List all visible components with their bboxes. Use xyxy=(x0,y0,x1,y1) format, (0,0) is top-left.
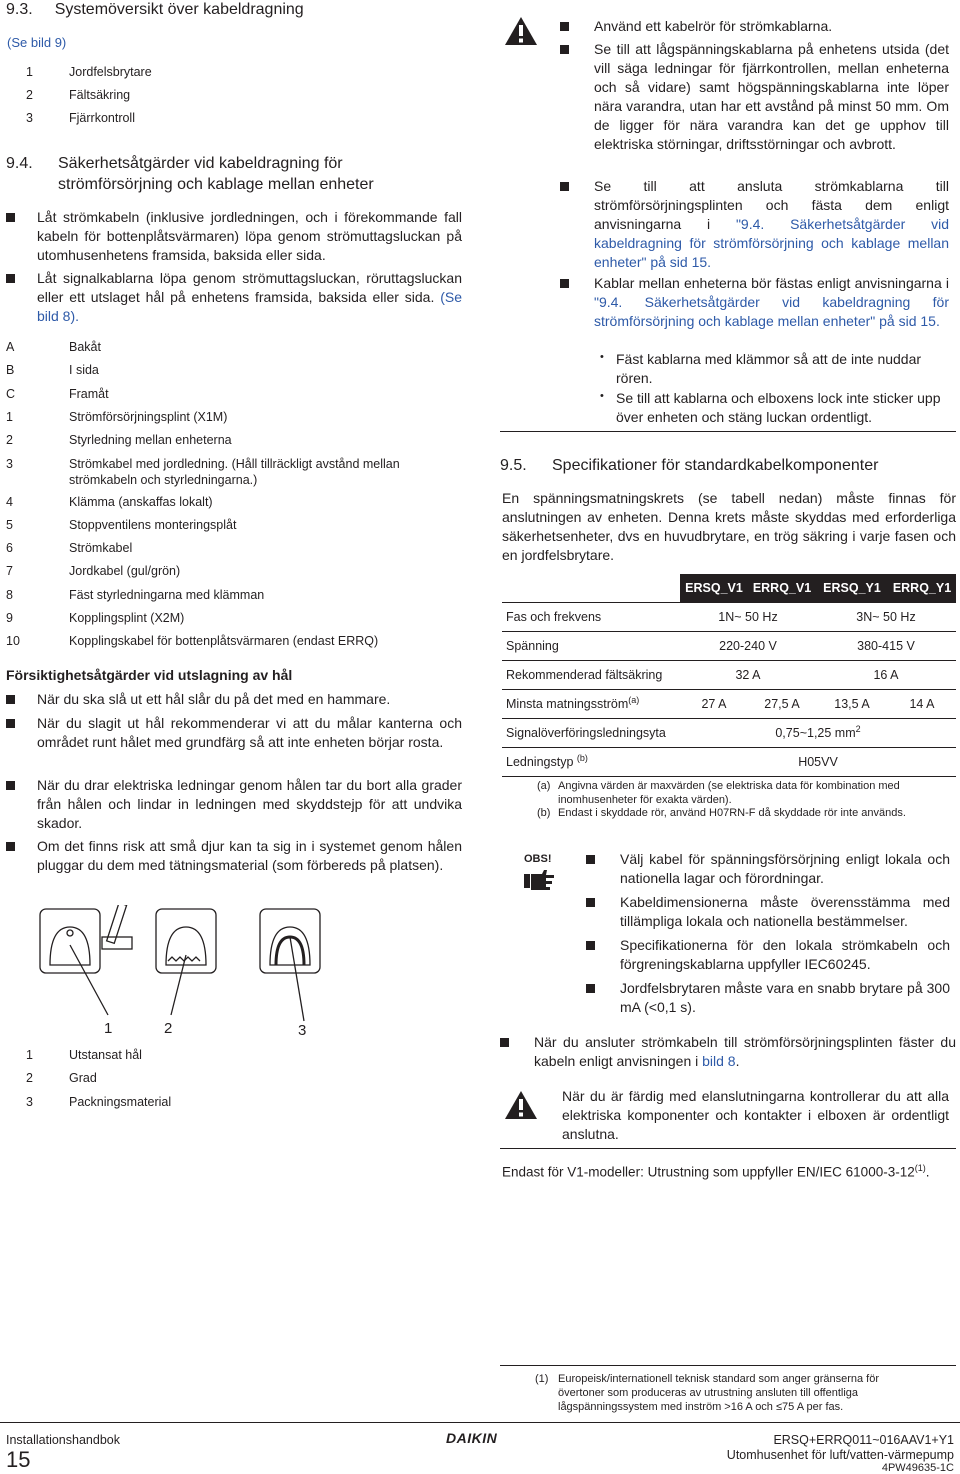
bullet-text: Välj kabel för spänningsförsörjning enligt lokala och nationella lagar och förordningar. xyxy=(620,851,950,886)
table-header: ERSQ_V1 xyxy=(680,574,748,602)
figure-reference[interactable]: bild 8 xyxy=(702,1053,736,1069)
section-9-5-heading xyxy=(500,456,960,475)
section-9-3-heading xyxy=(6,0,466,19)
sub-bullet-marker: • xyxy=(600,351,604,363)
table-header: ERRQ_Y1 xyxy=(888,574,956,602)
bullet-marker xyxy=(6,274,15,283)
table-row: Minsta matningsström$^{(a)}$ 27 A 27,5 A 13,5 A 14 A xyxy=(502,689,956,718)
table-row: Rekommenderad fältsäkring 32 A 16 A xyxy=(502,660,956,689)
footnote-key: (1) xyxy=(535,1373,549,1385)
section-link[interactable]: "9.4. Säkerhetsåtgärder vid kabeldragning för strömförsörjning och kablage mellan enheter" på sid 15. xyxy=(594,216,949,270)
footer-model: ERSQ+ERRQ011~016AAV1+Y1 xyxy=(773,1433,954,1447)
table-row: Spänning 220-240 V 380-415 V xyxy=(502,631,956,660)
warning-text: När du är färdig med elanslutningarna kontrollerar du att alla elektriska komponenter och kontakter i elboxen är ordentligt anslutna. xyxy=(562,1088,949,1142)
divider xyxy=(500,431,956,432)
bullet-text: När du slagit ut hål rekommenderar vi att du målar kanterna och området runt hålet med grundfärg så att inte enheten börjar rosta. xyxy=(37,715,462,750)
bullet-marker xyxy=(586,855,595,864)
bullet-marker xyxy=(6,719,15,728)
hammer-head xyxy=(102,937,132,949)
bullet-marker xyxy=(560,22,569,31)
section-number: 9.5. xyxy=(500,457,527,474)
section-number: 9.3. xyxy=(6,1,33,18)
burr-mark xyxy=(67,930,73,936)
bullet-marker xyxy=(560,45,569,54)
unit-panel-outline xyxy=(260,909,320,973)
table-row: Ledningstyp $^{(b)}$ H05VV xyxy=(502,747,956,776)
footnote-text: Europeisk/internationell teknisk standard som anger gränserna för övertoner som produceras av utrustning ansluten till offentliga lågspänningssystem med inström >16 A och ≤75 A per fas. xyxy=(558,1373,880,1413)
bullet-marker xyxy=(500,1038,509,1047)
figure-label-2: 2 xyxy=(164,1020,173,1035)
figure-reference[interactable]: (Se bild 8). xyxy=(37,289,462,324)
bullet-text: Kabeldimensionerna måste överensstämma med tillämpliga lokala och nationella bestämmelser. xyxy=(620,894,950,929)
divider xyxy=(500,1365,956,1366)
bullet-marker xyxy=(6,781,15,790)
bullet-text: Kablar mellan enheterna bör fästas enligt anvisningarna i "9.4. Säkerhetsåtgärder vid kabeldragning för strömförsörjning och kablage mellan enheter" på sid 15. xyxy=(594,275,949,329)
unit-panel-outline xyxy=(40,909,100,973)
section-link[interactable]: "9.4. Säkerhetsåtgärder vid kabeldragning för strömförsörjning och kablage mellan enheter" på sid 15. xyxy=(594,294,949,329)
footer-manual-title: Installationshandbok xyxy=(6,1433,120,1447)
endnote: Endast för V1-modeller: Utrustning som uppfyller EN/IEC 61000-3-12$^{(1)}$. xyxy=(502,1163,930,1180)
bullet-text: När du ansluter strömkabeln till strömförsörjningsplinten fäster du kabeln enligt anvisningen i bild 8. xyxy=(534,1034,956,1069)
bullet-text: När du drar elektriska ledningar genom hålen tar du bort alla grader från hålen och lindar in ledningen med skyddstejp för att undvika skador. xyxy=(37,777,462,831)
footer-rule xyxy=(0,1422,960,1423)
footer-subtitle: Utomhusenhet för luft/vatten-värmepump xyxy=(726,1448,954,1462)
bullet-marker xyxy=(586,898,595,907)
section-title: Specifikationer för standardkabelkomponenter xyxy=(552,457,879,474)
note-label: OBS! xyxy=(524,853,552,865)
footnote-text: Endast i skyddade rör, använd H07RN-F då skyddade rör inte används. xyxy=(558,807,906,819)
spec-table xyxy=(502,574,956,777)
footer-page-number: 15 xyxy=(6,1447,31,1472)
brand-logo: DAIKIN xyxy=(446,1430,498,1446)
bullet-marker xyxy=(586,941,595,950)
section-9-4-heading xyxy=(6,154,466,193)
bullet-text: Se till att ansluta strömkablarna till strömförsörjningsplinten och fästa dem enligt anvisningarna i "9.4. Säkerhetsåtgärder vid kabeldragning för strömförsörjning och kablage mellan enheter" på sid 15. xyxy=(594,178,949,270)
warning-icon xyxy=(504,1090,538,1120)
bullet-text: Om det finns risk att små djur kan ta sig in i systemet genom hålen pluggar du dem med tätningsmaterial (som förbereds på platsen). xyxy=(37,838,462,873)
pointing-hand-icon xyxy=(522,868,556,892)
unit-panel-outline xyxy=(156,909,216,973)
bullet-marker xyxy=(586,984,595,993)
table-row: Fas och frekvens 1N~ 50 Hz 3N~ 50 Hz xyxy=(502,602,956,631)
table-row: Signalöverföringsledningsyta 0,75~1,25 $mm^2$ xyxy=(502,718,956,747)
section-title: Systemöversikt över kabeldragning xyxy=(54,1,304,18)
bullet-marker xyxy=(6,695,15,704)
knockout-hole-figure xyxy=(36,905,336,1035)
bullet-marker xyxy=(560,182,569,191)
sub-bullet-text: Fäst kablarna med klämmor så att de inte nuddar rören. xyxy=(616,351,922,386)
figure-label-1: 1 xyxy=(104,1020,113,1035)
bullet-marker xyxy=(6,213,15,222)
bullet-text: När du ska slå ut ett hål slår du på det med en hammare. xyxy=(37,691,391,707)
section-number: 9.4. xyxy=(6,155,33,172)
bullet-text: Se till att lågspänningskablarna på enhetens utsida (det vill säga ledningar för fjärrkontrollen, mellan enheterna och så vidare) samt högspänningskablarna inte löper nära varandra, utan har ett avstånd på minst 50 mm. Om de ligger för nära varandra kan det ge upphov till elektriska störningar, driftsstörningar och avbrott. xyxy=(594,41,949,152)
subheading: Försiktighetsåtgärder vid utslagning av hål xyxy=(6,667,293,683)
intro-paragraph: En spänningsmatningskrets (se tabell nedan) måste finnas för anslutningen av enheten. Denna krets måste skyddas med erforderliga säkerhetsenheter, dvs en huvudbrytare, en trög säkring i varje fasen och en jordfelsbrytare. xyxy=(502,490,956,563)
figure-label-3: 3 xyxy=(298,1022,307,1035)
table-header: ERRQ_V1 xyxy=(748,574,816,602)
divider xyxy=(500,1148,956,1149)
table-header-row xyxy=(502,574,956,602)
footer-doc-code: 4PW49635-1C xyxy=(881,1462,954,1474)
figure-reference[interactable]: (Se bild 9) xyxy=(7,35,67,50)
footnote-key: (b) xyxy=(537,807,551,819)
bullet-text: Låt strömkabeln (inklusive jordledningen, och i förekommande fall kabeln för bottenplåtsvärmaren) löpa genom strömuttagsluckan på utomhusenhetens framsida, baksida eller sida. xyxy=(37,209,462,263)
bullet-marker xyxy=(560,279,569,288)
packing-material xyxy=(276,937,304,965)
table-header: ERSQ_Y1 xyxy=(816,574,888,602)
bullet-text: Jordfelsbrytaren måste vara en snabb brytare på 300 mA (<0,1 s). xyxy=(620,980,950,1015)
footnote-key: (a) xyxy=(537,780,551,792)
sub-bullet-marker: • xyxy=(600,390,604,402)
bullet-marker xyxy=(6,842,15,851)
section-title-line1: Säkerhetsåtgärder vid kabeldragning för xyxy=(58,155,343,172)
warning-icon xyxy=(504,16,538,46)
sub-bullet-text: Se till att kablarna och elboxens lock inte sticker upp över enheten och stäng luckan ordentligt. xyxy=(616,390,941,425)
footnote-text: Angivna värden är maxvärden (se elektriska data för kombination med inomhusenheter för exakta värden). xyxy=(558,780,900,806)
bullet-text: Specifikationerna för den lokala strömkabeln och förgreningskablarna uppfyller IEC60245. xyxy=(620,937,950,972)
section-title-line2: strömförsörjning och kablage mellan enheter xyxy=(58,176,374,193)
bullet-text: Låt signalkablarna löpa genom strömuttagsluckan, röruttagsluckan eller ett utslaget hål på enhetens framsida, baksida eller sida. (Se bild 8). xyxy=(37,270,462,324)
bullet-text: Använd ett kabelrör för strömkablarna. xyxy=(594,18,833,34)
